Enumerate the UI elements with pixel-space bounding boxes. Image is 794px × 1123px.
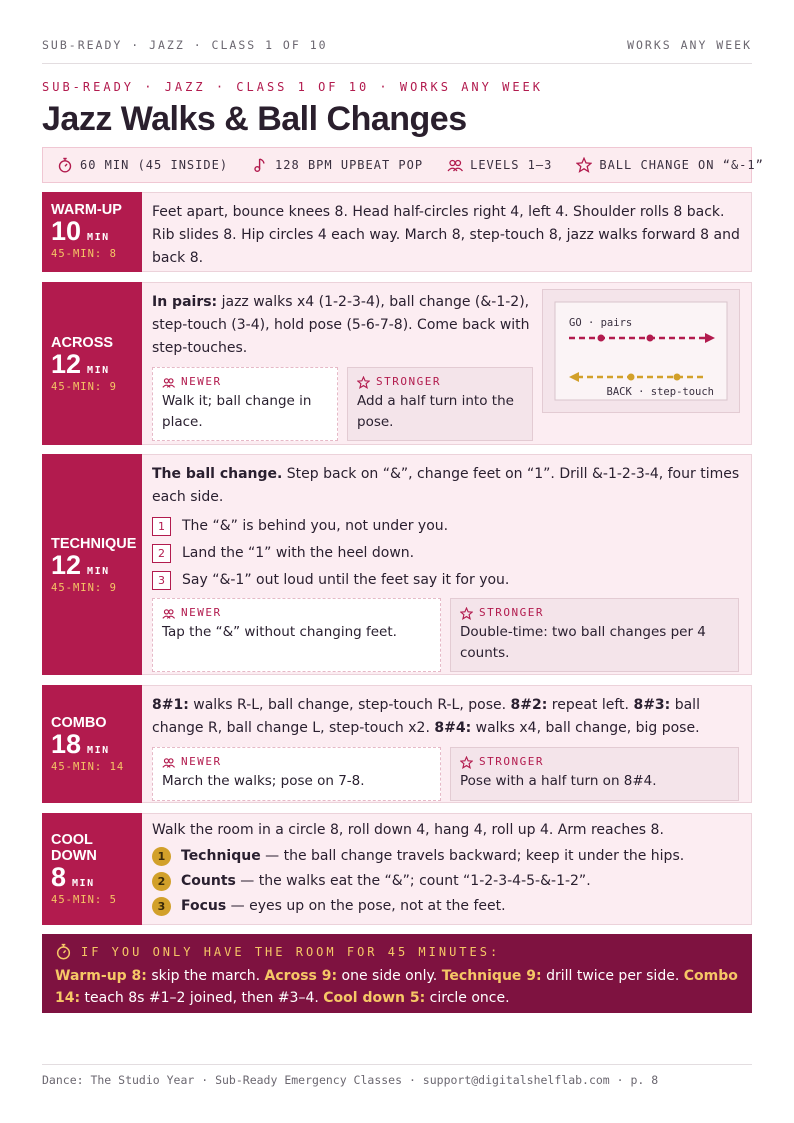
combo-part-label: 8#4: <box>434 720 472 736</box>
combo-part-label: 8#3: <box>633 697 671 713</box>
meta-duration-text: 60 MIN (45 INSIDE) <box>80 158 229 172</box>
section-name: COOL DOWN <box>51 832 97 864</box>
section-combo-body <box>142 685 752 803</box>
combo-text <box>152 694 741 740</box>
tip-stronger <box>450 747 739 801</box>
star-icon <box>460 607 473 620</box>
callout-part-text: drill twice per side. <box>541 968 684 984</box>
section-minutes: 18 <box>51 729 82 759</box>
section-name: ACROSS <box>51 334 114 351</box>
people-icon <box>162 756 175 769</box>
tip-stronger <box>347 367 533 441</box>
section-name: WARM-UP <box>51 202 122 218</box>
step-text: Say “&-1” out loud until the feet say it for you. <box>182 572 510 588</box>
tip-stronger-text: Double-time: two ball changes per 4 counts. <box>460 624 706 661</box>
section-across-header <box>42 282 142 445</box>
kicker: SUB-READY · JAZZ · CLASS 1 OF 10 · WORKS ANY WEEK <box>42 80 544 94</box>
star-icon <box>357 376 370 389</box>
meta-bar <box>42 147 764 183</box>
meta-music <box>252 157 423 173</box>
step-number: 3 <box>152 571 171 590</box>
tip-newer-title: NEWER <box>181 375 222 388</box>
tip-newer-title: NEWER <box>181 755 222 768</box>
technique-instructions: Step back on “&”, change feet on “1”. Drill &-1-2-3-4, four times each side. <box>152 466 740 505</box>
people-icon <box>162 607 175 620</box>
across-lead: In pairs: <box>152 294 218 310</box>
section-45-min: 45-MIN: 9 <box>51 380 117 393</box>
combo-part-text: walks R-L, ball change, step-touch R-L, pose. <box>188 697 511 713</box>
section-cooldown <box>42 813 752 925</box>
back-dot-1 <box>628 374 635 381</box>
section-minutes: 12 <box>51 348 82 379</box>
tip-stronger-title: STRONGER <box>479 606 544 619</box>
star-icon <box>576 157 592 173</box>
technique-lead: The ball change. <box>152 466 283 482</box>
focus-item <box>152 869 741 894</box>
meta-duration <box>57 157 228 173</box>
tip-stronger-label <box>460 754 729 770</box>
callout-part-text: circle once. <box>425 990 510 1006</box>
focus-label: Technique <box>181 848 261 864</box>
combo-part-text: ball change R, ball change L, step-touch x2. <box>152 697 700 736</box>
tip-newer-text: Walk it; ball change in place. <box>162 393 312 430</box>
callout-part-text: one side only. <box>337 968 442 984</box>
section-across <box>42 282 752 445</box>
section-technique-body <box>142 454 752 675</box>
tip-newer <box>152 598 441 672</box>
meta-focus-text: BALL CHANGE ON “&-1” <box>599 158 764 172</box>
focus-list <box>152 844 741 919</box>
callout-part-label: Cool down 5: <box>323 990 426 1006</box>
focus-label: Focus <box>181 898 227 914</box>
focus-number: 1 <box>152 847 171 866</box>
section-cooldown-body <box>142 813 752 925</box>
tip-stronger-label <box>357 374 523 390</box>
focus-detail: — the walks eat the “&”; count “1-2-3-4-5-&-1-2”. <box>235 873 591 889</box>
step-number: 1 <box>152 517 171 536</box>
section-45-min: 45-MIN: 14 <box>51 761 125 773</box>
focus-text <box>181 870 591 893</box>
step-text: Land the “1” with the heel down. <box>182 545 415 561</box>
section-warmup-header <box>42 192 142 272</box>
warmup-text: Feet apart, bounce knees 8. Head half-circles right 4, left 4. Shoulder rolls 8 back. Rib slides 8. Hip circles 4 each way. March 8, step-touch 8, jazz walks forward 8 and back 8. <box>152 204 740 266</box>
meta-levels <box>447 157 552 173</box>
focus-item <box>152 894 741 919</box>
star-icon <box>460 756 473 769</box>
music-note-icon <box>252 157 268 173</box>
focus-detail: — eyes up on the pose, not at the feet. <box>226 898 506 914</box>
focus-number: 3 <box>152 897 171 916</box>
section-45-min: 45-MIN: 5 <box>51 894 117 906</box>
go-dot-1 <box>598 335 605 342</box>
section-across-body <box>142 282 752 445</box>
callout-part-label: Combo 14: <box>55 968 738 1006</box>
callout-part-label: Technique 9: <box>441 968 542 984</box>
tip-stronger-title: STRONGER <box>376 375 441 388</box>
people-icon <box>447 157 463 173</box>
running-header-right: WORKS ANY WEEK <box>627 38 752 52</box>
min-label: MIN <box>87 565 110 577</box>
meta-focus <box>576 157 764 173</box>
section-name: COMBO <box>51 715 107 731</box>
running-header <box>42 38 752 64</box>
step-text: The “&” is behind you, not under you. <box>182 518 449 534</box>
min-label: MIN <box>87 364 110 376</box>
section-duration <box>51 549 142 580</box>
tip-stronger-label <box>460 605 729 621</box>
focus-label: Counts <box>181 873 236 889</box>
tip-newer <box>152 747 441 801</box>
min-label: MIN <box>87 745 110 756</box>
stopwatch-icon <box>57 157 73 173</box>
page-title: Jazz Walks & Ball Changes <box>42 100 467 138</box>
people-icon <box>162 376 175 389</box>
travel-diagram <box>543 290 741 414</box>
tip-stronger <box>450 598 739 672</box>
step-item <box>152 513 741 540</box>
section-minutes: 10 <box>51 216 82 246</box>
section-minutes: 8 <box>51 862 67 892</box>
section-45-min: 45-MIN: 9 <box>51 581 117 594</box>
callout-part-text: teach 8s #1–2 joined, then #3–4. <box>80 990 324 1006</box>
technique-tips <box>152 598 741 672</box>
callout-45-minutes <box>42 934 752 1013</box>
tip-stronger-text: Add a half turn into the pose. <box>357 393 514 430</box>
callout-part-label: Across 9: <box>264 968 338 984</box>
tip-stronger-text: Pose with a half turn on 8#4. <box>460 773 657 789</box>
tip-newer-text: March the walks; pose on 7-8. <box>162 773 365 789</box>
callout-part-label: Warm-up 8: <box>55 968 147 984</box>
cooldown-text: Walk the room in a circle 8, roll down 4, hang 4, roll up 4. Arm reaches 8. <box>152 822 664 838</box>
callout-heading <box>55 943 739 960</box>
meta-music-text: 128 BPM UPBEAT POP <box>275 158 424 172</box>
tip-newer <box>152 367 338 441</box>
min-label: MIN <box>72 878 95 889</box>
step-number: 2 <box>152 544 171 563</box>
callout-text <box>55 965 739 1009</box>
section-combo <box>42 685 752 803</box>
section-duration <box>51 348 142 379</box>
focus-item <box>152 844 741 869</box>
page-footer: Dance: The Studio Year · Sub-Ready Emergency Classes · support@digitalshelflab.com · p. 8 <box>42 1064 752 1087</box>
across-text <box>152 291 536 360</box>
section-minutes: 12 <box>51 549 82 580</box>
section-cooldown-header <box>42 813 142 925</box>
section-warmup-body <box>142 192 752 272</box>
step-item <box>152 567 741 594</box>
combo-part-label: 8#2: <box>510 697 548 713</box>
combo-part-text: walks x4, ball change, big pose. <box>471 720 700 736</box>
across-tips <box>152 367 533 441</box>
section-warmup <box>42 192 752 272</box>
tip-newer-label <box>162 374 328 390</box>
technique-text <box>152 463 741 509</box>
section-duration <box>51 218 142 245</box>
tip-newer-label <box>162 754 431 770</box>
go-label: GO · pairs <box>569 317 633 329</box>
back-label: BACK · step-touch <box>606 386 714 398</box>
tip-newer-text: Tap the “&” without changing feet. <box>162 624 397 640</box>
across-instructions: jazz walks x4 (1-2-3-4), ball change (&-1-2), step-touch (3-4), hold pose (5-6-7-8). Come back with step-touches. <box>152 294 530 356</box>
tip-stronger-title: STRONGER <box>479 755 544 768</box>
section-technique <box>42 454 752 675</box>
running-header-left: SUB-READY · JAZZ · CLASS 1 OF 10 <box>42 38 328 52</box>
across-diagram <box>542 289 740 413</box>
step-item <box>152 540 741 567</box>
tip-newer-title: NEWER <box>181 606 222 619</box>
stopwatch-icon <box>55 943 72 960</box>
section-duration <box>51 731 142 758</box>
go-dot-2 <box>647 335 654 342</box>
combo-part-label: 8#1: <box>152 697 189 713</box>
combo-part-text: repeat left. <box>547 697 634 713</box>
section-combo-header <box>42 685 142 803</box>
focus-text <box>181 845 684 868</box>
section-duration <box>51 864 142 891</box>
section-name: TECHNIQUE <box>51 535 137 552</box>
combo-tips <box>152 747 741 801</box>
technique-steps <box>152 513 741 594</box>
focus-number: 2 <box>152 872 171 891</box>
min-label: MIN <box>87 232 110 243</box>
callout-part-text: skip the march. <box>146 968 265 984</box>
back-dot-2 <box>674 374 681 381</box>
section-technique-header <box>42 454 142 675</box>
focus-text <box>181 895 506 918</box>
meta-levels-text: LEVELS 1–3 <box>470 158 553 172</box>
section-45-min: 45-MIN: 8 <box>51 248 117 260</box>
tip-newer-label <box>162 605 431 621</box>
callout-title: IF YOU ONLY HAVE THE ROOM FOR 45 MINUTES: <box>81 944 501 959</box>
focus-detail: — the ball change travels backward; keep it under the hips. <box>260 848 685 864</box>
